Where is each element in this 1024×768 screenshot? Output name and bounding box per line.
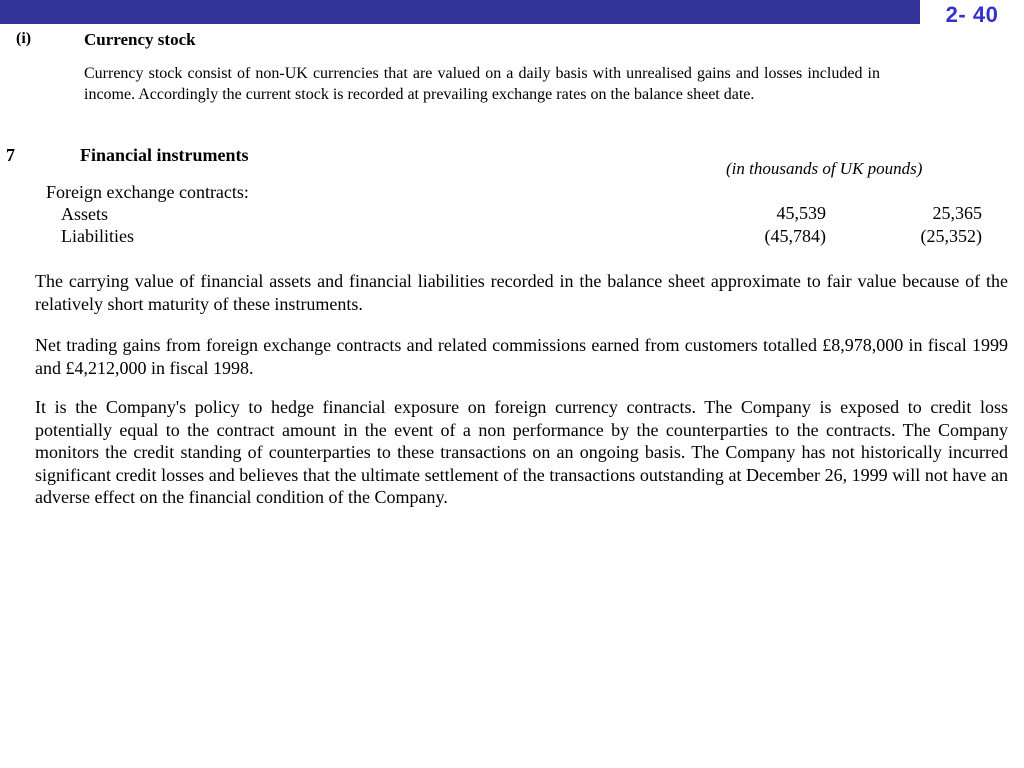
units-note: (in thousands of UK pounds) xyxy=(726,159,923,178)
liabilities-label: Liabilities xyxy=(61,226,134,246)
liabilities-value-1998: (25,352) xyxy=(920,226,982,246)
assets-value-1999: 45,539 xyxy=(776,203,826,223)
section-i-number: (i) xyxy=(16,30,32,47)
slide-header-bar xyxy=(0,0,1024,24)
section-7-title: Financial instruments xyxy=(80,145,249,165)
fair-value-paragraph: The carrying value of financial assets and financial liabilities recorded in the balance sheet approximate to fair value because of the relatively short maturity of these instruments. xyxy=(35,271,1008,314)
hedging-policy-paragraph: It is the Company's policy to hedge financial exposure on foreign currency contracts. The Company is exposed to credit loss potentially equal to the contract amount in the event of a non performance by the counterparties to the contracts. The Company monitors the credit standing of counterparties to these transactions on an ongoing basis. The Company has not historically incurred significant credit losses and believes that the ultimate settlement of the transactions outstanding at December 26, 1999 will not have an adverse effect on the financial condition of the Company. xyxy=(35,397,1008,507)
assets-label: Assets xyxy=(61,204,109,224)
liabilities-value-1999: (45,784) xyxy=(764,226,826,246)
section-i-title: Currency stock xyxy=(84,30,196,49)
trading-gains-paragraph: Net trading gains from foreign exchange contracts and related commissions earned from customers totalled £8,978,000 in fiscal 1999 and £4,212,000 in fiscal 1998. xyxy=(35,335,1008,378)
section-i-paragraph: Currency stock consist of non-UK currencies that are valued on a daily basis with unrealised gains and losses included in income. Accordingly the current stock is recorded at prevailing exchange rates on the balance sheet date. xyxy=(84,65,880,103)
section-7-number: 7 xyxy=(6,145,15,165)
assets-value-1998: 25,365 xyxy=(932,203,982,223)
fx-contracts-heading: Foreign exchange contracts: xyxy=(46,182,249,202)
slide-number: 2- 40 xyxy=(920,0,1024,30)
